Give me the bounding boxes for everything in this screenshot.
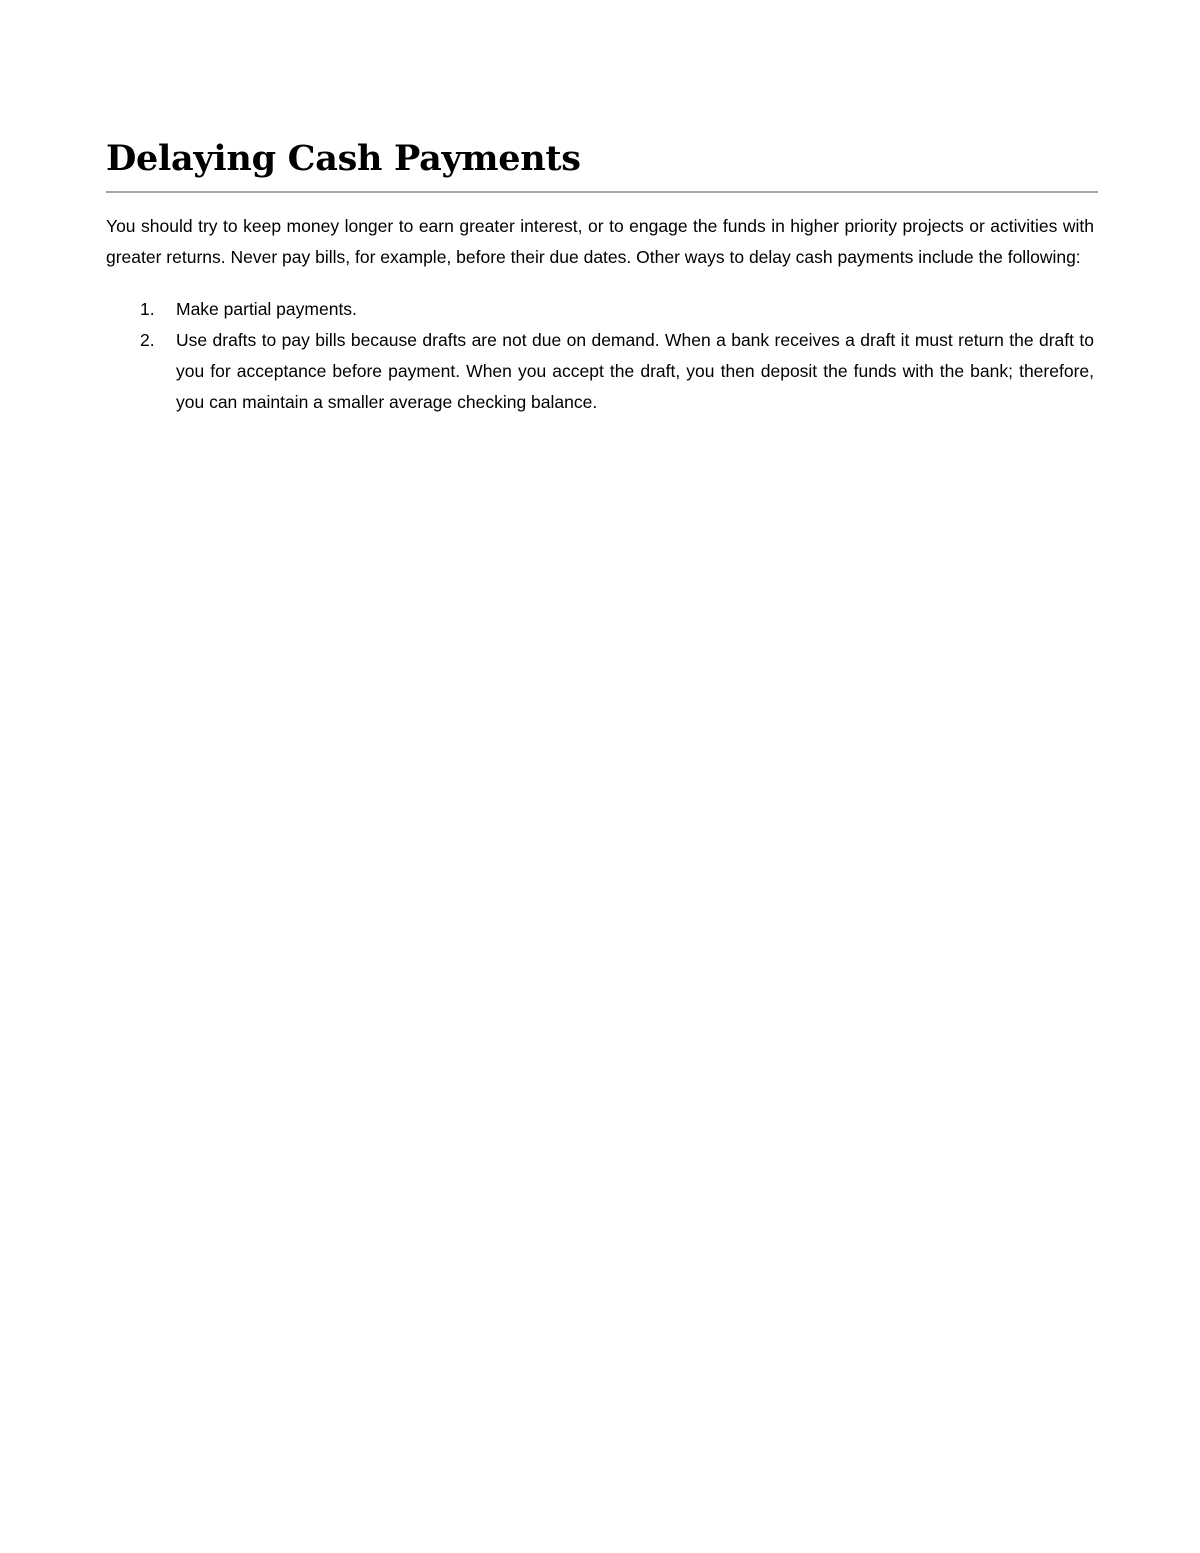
list-item [106, 294, 1094, 325]
page-title: Delaying Cash Payments [106, 138, 581, 179]
intro-paragraph: You should try to keep money longer to earn greater interest, or to engage the funds in higher priority projects or activities with greater returns. Never pay bills, for example, before their due dates. Other ways to delay cash payments include the following: [106, 216, 1094, 267]
list-item [106, 325, 1094, 418]
document-content [106, 136, 1096, 418]
list-item-number: 2. [140, 330, 155, 350]
list-item-text: Use drafts to pay bills because drafts are not due on demand. When a bank receives a draft it must return the draft to you for acceptance before payment. When you accept the draft, you then deposit the funds with the bank; therefore, you can maintain a smaller average checking balance. [176, 330, 1094, 412]
numbered-list [106, 294, 1094, 418]
list-item-text: Make partial payments. [176, 299, 357, 319]
title-divider [106, 191, 1098, 193]
list-item-number: 1. [140, 299, 155, 319]
